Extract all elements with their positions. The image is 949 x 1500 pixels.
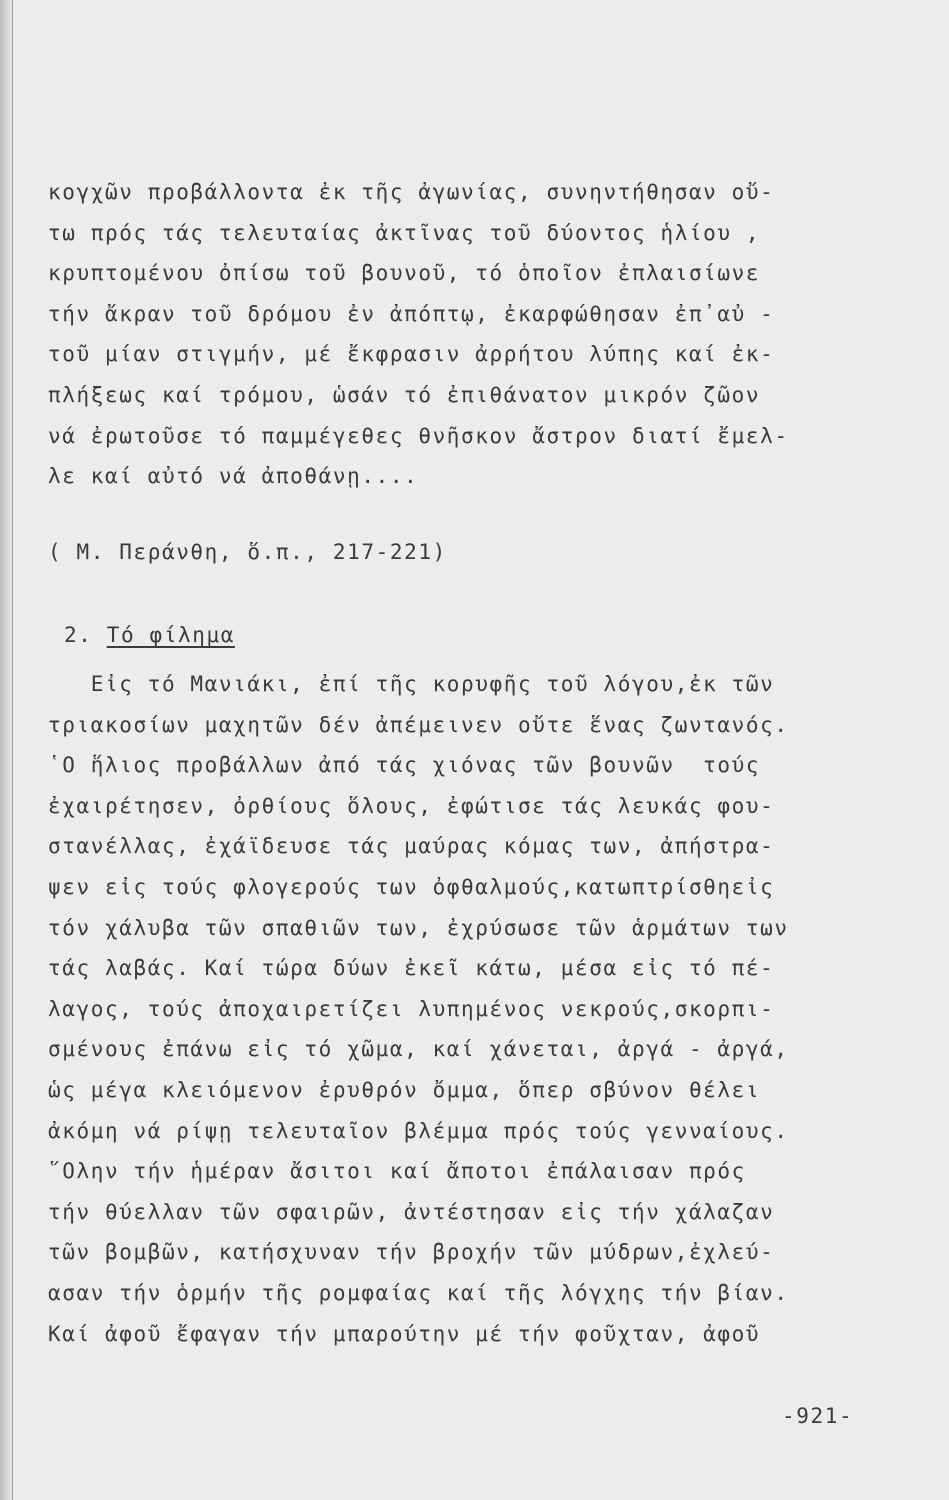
text-line: ψεν εἰς τούς φλογερούς των ὀφθαλμούς,κατωπτρίσθηεἰς <box>48 874 775 899</box>
text-line: λαγος, τούς ἀποχαιρετίζει λυπημένος νεκρούς,σκορπι- <box>48 996 775 1021</box>
text-line: σμένους ἐπάνω εἰς τό χῶμα, καί χάνεται, ἀργά - ἀργά, <box>48 1037 789 1062</box>
text-line: κρυπτομένου ὀπίσω τοῦ βουνοῦ, τό ὁποῖον ἐπλαισίωνε <box>48 261 761 286</box>
binding-edge <box>0 0 13 1500</box>
paragraph-1 <box>48 172 928 497</box>
text-line: ἀκόμη νά ρίψῃ τελευταῖον βλέμμα πρός τούς γενναίους. <box>48 1118 789 1143</box>
text-line: κογχῶν προβάλλοντα ἐκ τῆς ἀγωνίας, συνηντήθησαν οὔ- <box>48 180 775 204</box>
text-line: ἐχαιρέτησεν, ὀρθίους ὅλους, ἐφώτισε τάς λευκάς φου- <box>48 793 775 818</box>
text-line: τόν χάλυβα τῶν σπαθιῶν των, ἐχρύσωσε τῶν ἁρμάτων των <box>48 915 789 940</box>
text-line: τήν ἄκραν τοῦ δρόμου ἐν ἀπόπτῳ, ἐκαρφώθησαν ἐπ᾿αὐ - <box>48 301 775 326</box>
text-line: λε καί αὐτό νά ἀποθάνῃ.... <box>48 464 419 489</box>
text-line: τήν θύελλαν τῶν σφαιρῶν, ἀντέστησαν εἰς τήν χάλαζαν <box>48 1199 775 1224</box>
text-line: τω πρός τάς τελευταίας ἀκτῖνας τοῦ δύοντος ἡλίου , <box>48 220 761 245</box>
citation: ( Μ. Περάνθη, ὅ.π., 217-221) <box>48 540 447 564</box>
text-line: ῾Ο ἥλιος προβάλλων ἀπό τάς χιόνας τῶν βουνῶν τούς <box>48 753 761 778</box>
text-line: τῶν βομβῶν, κατήσχυναν τήν βροχήν τῶν μύδρων,ἐχλεύ- <box>48 1240 775 1265</box>
text-line: τριακοσίων μαχητῶν δέν ἀπέμεινεν οὔτε ἕνας ζωντανός. <box>48 712 789 737</box>
text-line: ασαν τήν ὁρμήν τῆς ρομφαίας καί τῆς λόγχης τήν βίαν. <box>48 1280 789 1305</box>
text-line: Εἰς τό Μανιάκι, ἐπί τῆς κορυφῆς τοῦ λόγου,ἐκ τῶν <box>48 672 775 696</box>
text-line: στανέλλας, ἐχάϊδευσε τάς μαύρας κόμας των, ἀπήστρα- <box>48 834 775 859</box>
section-number: 2. <box>64 623 93 647</box>
section-heading <box>64 615 235 655</box>
text-line: ῞Ολην τήν ἡμέραν ἄσιτοι καί ἄποτοι ἐπάλαισαν πρός <box>48 1159 746 1184</box>
text-line: τοῦ μίαν στιγμήν, μέ ἔκφρασιν ἀρρήτου λύπης καί ἐκ- <box>48 342 775 367</box>
page <box>14 0 949 1500</box>
text-line: τάς λαβάς. Καί τώρα δύων ἐκεῖ κάτω, μέσα εἰς τό πέ- <box>48 956 775 981</box>
paragraph-2 <box>48 664 928 1354</box>
text-line: Καί ἀφοῦ ἔφαγαν τήν μπαρούτην μέ τήν φοῦχταν, ἀφοῦ <box>48 1321 761 1346</box>
section-title: Τό φίλημα <box>106 623 235 647</box>
page-number: -921- <box>782 1404 854 1428</box>
text-line: πλήξεως καί τρόμου, ὡσάν τό ἐπιθάνατον μικρόν ζῶον <box>48 382 761 407</box>
text-line: νά ἐρωτοῦσε τό παμμέγεθες θνῆσκον ἄστρον διατί ἔμελ- <box>48 423 789 448</box>
text-line: ὡς μέγα κλειόμενον ἐρυθρόν ὄμμα, ὅπερ σβύνον θέλει <box>48 1077 761 1102</box>
